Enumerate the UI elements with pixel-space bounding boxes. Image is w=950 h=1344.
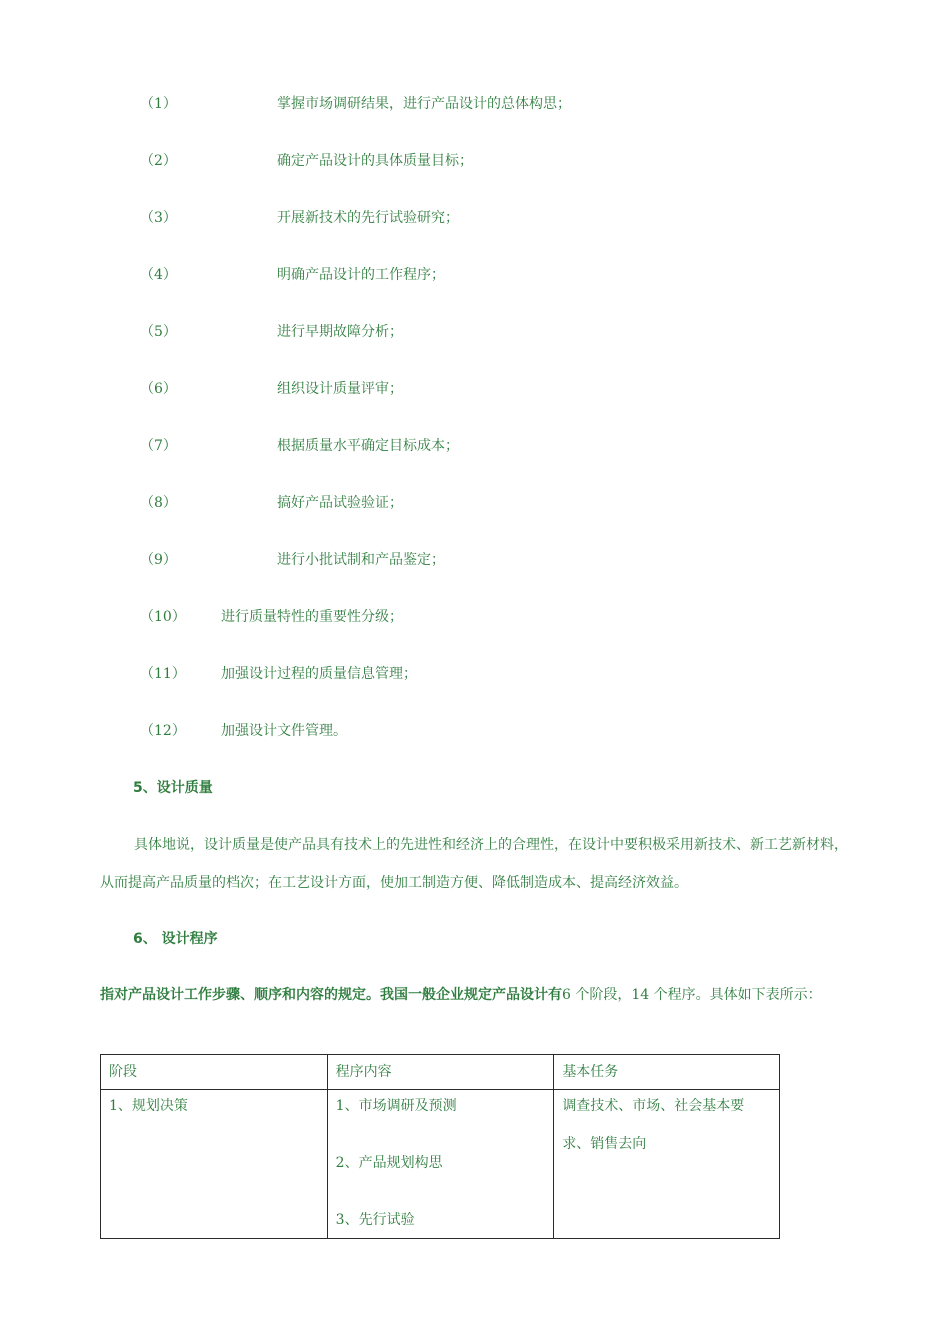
list-text: 搞好产品试验验证； [277,495,403,511]
list-number: （8） [140,495,177,511]
list-text: 根据质量水平确定目标成本； [277,438,459,454]
list-number: （3） [140,210,177,226]
column-header-procedure: 程序内容 [327,1055,554,1090]
list-item [140,92,571,116]
list-item [140,491,403,515]
list-item [140,548,445,572]
stage-cell: 1、规划决策 [101,1090,328,1239]
intro-paragraph [100,977,860,1013]
list-text: 组织设计质量评审； [277,381,403,397]
list-item [140,719,347,743]
design-stage-table [100,1054,780,1239]
list-text: 开展新技术的先行试验研究； [277,210,459,226]
task-text: 调查技术、市场、社会基本要求、销售去向 [562,1098,745,1152]
list-number: （12） [140,723,186,739]
list-text: 掌握市场调研结果，进行产品设计的总体构思； [277,96,571,112]
procedure-item: 1、市场调研及预测 [335,1098,457,1114]
section-paragraph [100,826,860,902]
procedure-item: 2、产品规划构思 [335,1155,443,1171]
list-number: （6） [140,381,177,397]
intro-lead: 指对产品设计工作步骤、顺序和内容的规定。我国一般企业规定产品设计有 [100,987,562,1003]
list-text: 明确产品设计的工作程序； [277,267,445,283]
list-number: （10） [140,609,186,625]
list-number: （2） [140,153,177,169]
list-text: 确定产品设计的具体质量目标； [277,153,473,169]
list-number: （5） [140,324,177,340]
table-row [101,1090,780,1239]
procedure-cell [327,1090,554,1239]
list-item [140,206,459,230]
list-text: 进行小批试制和产品鉴定； [277,552,445,568]
list-text: 加强设计过程的质量信息管理； [221,666,417,682]
list-text: 进行质量特性的重要性分级； [221,609,403,625]
section-heading: 5、设计质量 [133,780,213,796]
column-header-task: 基本任务 [554,1055,780,1090]
list-number: （1） [140,96,177,112]
list-item [140,263,445,287]
task-cell [554,1090,780,1239]
list-number: （9） [140,552,177,568]
list-item [140,149,473,173]
table-header-row [101,1055,780,1090]
list-item [140,434,459,458]
list-item [140,377,403,401]
paragraph-text: 具体地说，设计质量是使产品具有技术上的先进性和经济上的合理性，在设计中要积极采用新技术、新工艺新材料，从而提高产品质量的档次；在工艺设计方面，使加工制造方便、降低制造成本、提高经济效益。 [100,837,848,891]
list-text: 加强设计文件管理。 [221,723,347,739]
list-number: （11） [140,666,186,682]
procedure-item: 3、先行试验 [335,1212,415,1228]
list-number: （4） [140,267,177,283]
list-item [140,320,403,344]
list-item [140,662,417,686]
list-item [140,605,403,629]
column-header-stage: 阶段 [101,1055,328,1090]
list-number: （7） [140,438,177,454]
intro-rest: 6 个阶段，14 个程序。具体如下表所示： [562,987,822,1003]
section-heading: 6、 设计程序 [133,931,218,947]
list-text: 进行早期故障分析； [277,324,403,340]
